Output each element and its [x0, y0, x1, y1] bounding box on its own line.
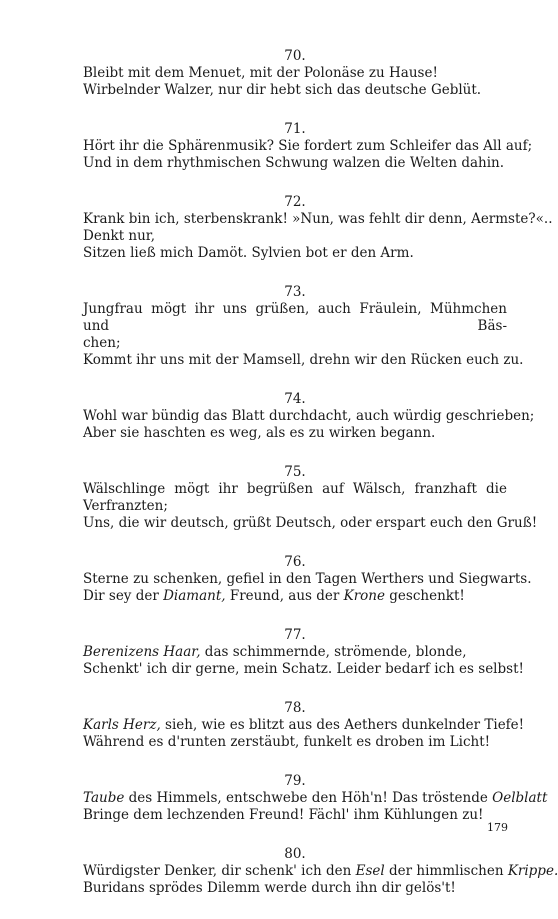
verse-text: Uns, die wir deutsch, grüßt Deutsch, oder erspart euch den Gruß!: [83, 515, 538, 531]
verse-text: Bringe dem lechzenden Freund! Fächl' ihm Kühlungen zu!: [83, 807, 484, 823]
epigram-stanza: [83, 194, 553, 262]
verse-line: [83, 790, 548, 807]
verse-line: [83, 863, 558, 880]
verse-line: [83, 807, 507, 824]
verse-line: [83, 588, 507, 605]
epigram-stanza: [83, 121, 533, 172]
verse-line: [83, 155, 507, 172]
verse-line: [83, 211, 553, 228]
verse-text: Dir sey der: [83, 588, 164, 604]
verse-text: das schimmernde, strömende, blonde,: [200, 644, 467, 660]
stanza-number: 76.: [284, 554, 306, 570]
verse-text: Sterne zu schenken, gefiel in den Tagen Werthers und Siegwarts.: [83, 571, 532, 587]
verse-text: Buridans sprödes Dilemm werde durch ihn dir gelös't!: [83, 880, 456, 896]
stanza-number: 79.: [284, 773, 306, 789]
verse-line: [83, 245, 507, 262]
verse-text: Hört ihr die Sphärenmusik? Sie fordert zum Schleifer das All auf;: [83, 138, 533, 154]
epigram-stanza: [83, 284, 524, 369]
epigram-stanza: [83, 773, 548, 824]
epigram-stanza: [83, 391, 535, 442]
epigram-stanza: [83, 464, 538, 532]
verse-line: [83, 880, 507, 897]
epigram-stanza: [83, 554, 532, 605]
verse-text: geschenkt!: [384, 588, 465, 604]
verse-line: [83, 661, 524, 678]
verse-line: [83, 734, 507, 751]
epigram-stanza: [83, 700, 525, 751]
verse-line: [83, 352, 524, 369]
verse-line: [83, 335, 507, 352]
verse-text: Würdigster Denker, dir schenk' ich den: [83, 863, 356, 879]
verse-text: Wirbelnder Walzer, nur dir hebt sich das deutsche Geblüt.: [83, 82, 482, 98]
verse-text: Und in dem rhythmischen Schwung walzen die Welten dahin.: [83, 155, 505, 171]
verse-text: Während es d'runten zerstäubt, funkelt es droben im Licht!: [83, 734, 491, 750]
verse-text: Freund, aus der: [225, 588, 344, 604]
stanza-number: 80.: [284, 846, 306, 862]
verse-line: [83, 82, 507, 99]
stanza-number: 78.: [284, 700, 306, 716]
verse-text: Denkt nur,: [83, 228, 156, 244]
stanza-number: 77.: [284, 627, 306, 643]
verse-text: der himmlischen: [384, 863, 508, 879]
epigram-stanza: [83, 48, 507, 99]
italic-text: Oelblatt: [492, 790, 548, 806]
italic-text: Esel: [355, 863, 385, 879]
verse-text: Wohl war bündig das Blatt durchdacht, auch würdig geschrieben;: [83, 408, 535, 424]
epigram-stanza: [83, 627, 524, 678]
stanza-number: 73.: [284, 284, 306, 300]
verse-text: des Himmels, entschwebe den Höh'n! Das tröstende: [124, 790, 493, 806]
italic-text: Taube: [83, 790, 125, 806]
stanza-number: 70.: [284, 48, 306, 64]
verse-line: [83, 644, 507, 661]
stanza-number: 71.: [284, 121, 306, 137]
verse-line: [83, 515, 538, 532]
verse-line: [83, 425, 507, 442]
verse-line: [83, 717, 525, 734]
verse-line: [83, 481, 507, 515]
verse-line: [83, 408, 535, 425]
verse-text: Jungfrau mögt ihr uns grüßen, auch Fräulein, Mühmchen und Bäs-: [83, 301, 507, 334]
stanza-number: 74.: [284, 391, 306, 407]
epigram-stanza: [83, 846, 558, 897]
verse-line: [83, 301, 507, 335]
italic-text: Diamant,: [163, 588, 226, 604]
verse-text: Wälschlinge mögt ihr begrüßen auf Wälsch, franzhaft die Verfranzten;: [83, 481, 507, 514]
italic-text: Berenizens Haar,: [83, 644, 201, 660]
verse-text: Sitzen ließ mich Damöt. Sylvien bot er den Arm.: [83, 245, 414, 261]
verse-text: Krank bin ich, sterbenskrank! »Nun, was fehlt dir denn, Aermste?«..: [83, 211, 553, 227]
verse-line: [83, 571, 532, 588]
verse-line: [83, 65, 507, 82]
italic-text: Krippe.: [507, 863, 558, 879]
italic-text: Karls Herz,: [83, 717, 161, 733]
verse-line: [83, 228, 507, 245]
verse-text: Kommt ihr uns mit der Mamsell, drehn wir den Rücken euch zu.: [83, 352, 524, 368]
poem-page-body: [83, 48, 558, 919]
italic-text: Krone: [343, 588, 385, 604]
stanza-number: 75.: [284, 464, 306, 480]
verse-text: sieh, wie es blitzt aus des Aethers dunkelnder Tiefe!: [160, 717, 525, 733]
verse-text: chen;: [83, 335, 121, 351]
verse-text: Aber sie haschten es weg, als es zu wirken begann.: [83, 425, 436, 441]
page-number: 179: [487, 821, 508, 834]
verse-line: [83, 138, 533, 155]
stanza-number: 72.: [284, 194, 306, 210]
verse-text: Schenkt' ich dir gerne, mein Schatz. Leider bedarf ich es selbst!: [83, 661, 524, 677]
verse-text: Bleibt mit dem Menuet, mit der Polonäse zu Hause!: [83, 65, 438, 81]
